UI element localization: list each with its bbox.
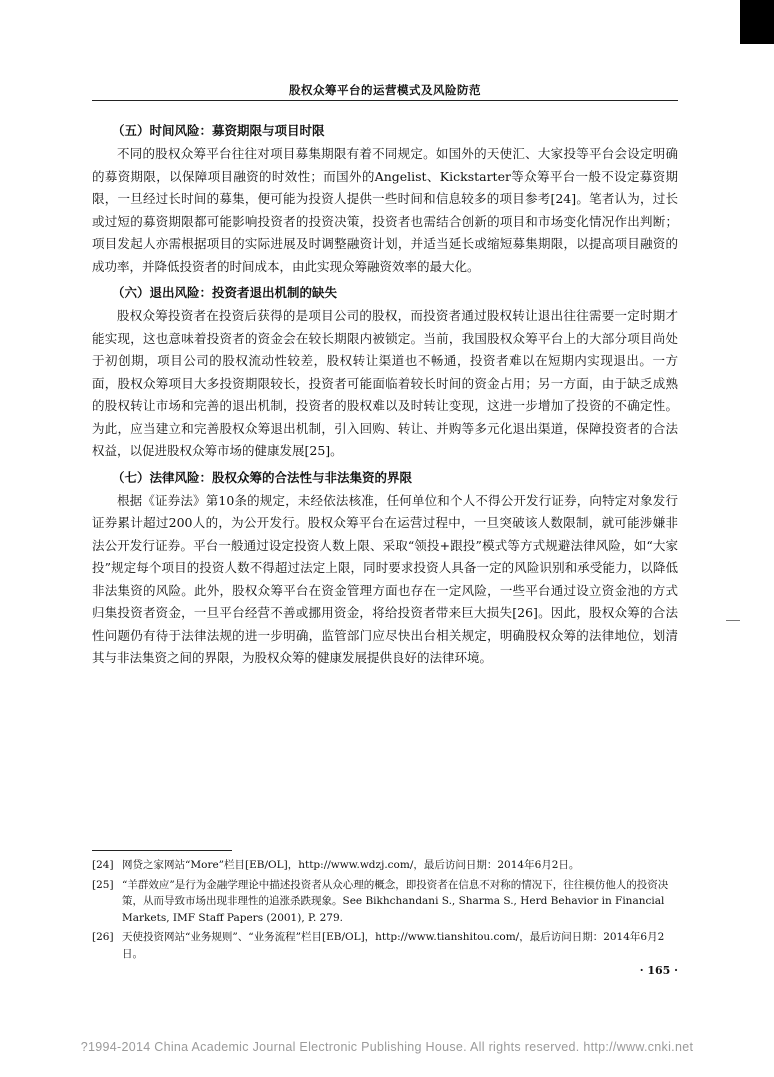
scan-corner-mark bbox=[740, 0, 774, 44]
paragraph: 股权众筹投资者在投资后获得的是项目公司的股权，而投资者通过股权转让退出往往需要一定时期才能实现，这也意味着投资者的资金会在较长期限内被锁定。当前，我国股权众筹平台上的大部分项目尚处于初创期，项目公司的股权流动性较差，股权转让渠道也不畅通，投资者难以在短期内实现退出。一方面，股权众筹项目大多投资期限较长，投资者可能面临着较长时间的资金占用；另一方面，由于缺乏成熟的股权转让市场和完善的退出机制，投资者的股权难以及时转让变现，这进一步增加了投资的不确定性。为此，应当建立和完善股权众筹退出机制，引入回购、转让、并购等多元化退出渠道，保障投资者的合法权益，以促进股权众筹市场的健康发展[25]。 bbox=[92, 308, 678, 458]
footnote-number: [26] bbox=[92, 931, 114, 943]
footnote-rule bbox=[92, 850, 232, 851]
footnote bbox=[92, 857, 678, 874]
section-heading: （七）法律风险：股权众筹的合法性与非法集资的界限 bbox=[112, 469, 413, 485]
footnote-text: “羊群效应”是行为金融学理论中描述投资者从众心理的概念，即投资者在信息不对称的情况下，往往模仿他人的投资决策，从而导致市场出现非理性的追涨杀跌现象。See Bikhchandani S., Sharma S., Herd Behavior in Financial Markets, IMF Staff Papers (2001), P. 279. bbox=[122, 878, 669, 924]
footnote-number: [25] bbox=[92, 878, 114, 891]
footnote-number: [24] bbox=[92, 859, 114, 871]
footnotes bbox=[92, 857, 678, 965]
section-legal-risk bbox=[92, 467, 678, 670]
footnote bbox=[92, 929, 678, 962]
header-rule bbox=[92, 100, 678, 101]
section-heading: （五）时间风险：募资期限与项目时限 bbox=[112, 123, 325, 138]
footnote-text: 网贷之家网站“More”栏目[EB/OL]，http://www.wdzj.com/，最后访问日期：2014年6月2日。 bbox=[122, 859, 580, 871]
footnote bbox=[92, 877, 678, 927]
footnote-text: 天使投资网站“业务规则”、“业务流程”栏目[EB/OL]，http://www.tianshitou.com/，最后访问日期：2014年6月2日。 bbox=[122, 931, 665, 960]
copyright-footer: ?1994-2014 China Academic Journal Electronic Publishing House. All rights reserved. http://www.cnki.net bbox=[80, 1040, 694, 1054]
paragraph: 根据《证券法》第10条的规定，未经依法核准，任何单位和个人不得公开发行证券，向特定对象发行证券累计超过200人的，为公开发行。股权众筹平台在运营过程中，一旦突破该人数限制，就可能涉嫌非法公开发行证券。平台一般通过设定投资人数上限、采取“领投+跟投”模式等方式规避法律风险，如“大家投”规定每个项目的投资人数不得超过法定上限，同时要求投资人具备一定的风险识别和承受能力，以降低非法集资的风险。此外，股权众筹平台在资金管理方面也存在一定风险，一些平台通过设立资金池的方式归集投资者资金，一旦平台经营不善或挪用资金，将给投资者带来巨大损失[26]。因此，股权众筹的合法性问题仍有待于法律法规的进一步明确，监管部门应尽快出台相关规定，明确股权众筹的法律地位，划清其与非法集资之间的界限，为股权众筹的健康发展提供良好的法律环境。 bbox=[92, 492, 678, 665]
section-heading: （六）退出风险：投资者退出机制的缺失 bbox=[112, 285, 338, 300]
running-head: 股权众筹平台的运营模式及风险防范 bbox=[289, 83, 481, 97]
paragraph: 不同的股权众筹平台往往对项目募集期限有着不同规定。如国外的天使汇、大家投等平台会设定明确的募资期限，以保障项目融资的时效性；而国外的Angelist、Kickstarter等众筹平台一般不设定募资期限，一旦经过长时间的募集，便可能为投资人提供一些时间和信息较多的项目参考[24]。笔者认为，过长或过短的募资期限都可能影响投资者的投资决策，投资者也需结合创新的项目和市场变化情况作出判断；项目发起人亦需根据项目的实际进展及时调整融资计划，并适当延长或缩短募集期限，以提高项目融资的成功率，并降低投资者的时间成本，由此实现众筹融资效率的最大化。 bbox=[92, 146, 678, 274]
section-time-risk bbox=[92, 120, 678, 278]
page-number: · 165 · bbox=[639, 964, 678, 977]
body-text bbox=[92, 116, 678, 670]
section-exit-risk bbox=[92, 282, 678, 463]
margin-mark bbox=[726, 620, 740, 621]
